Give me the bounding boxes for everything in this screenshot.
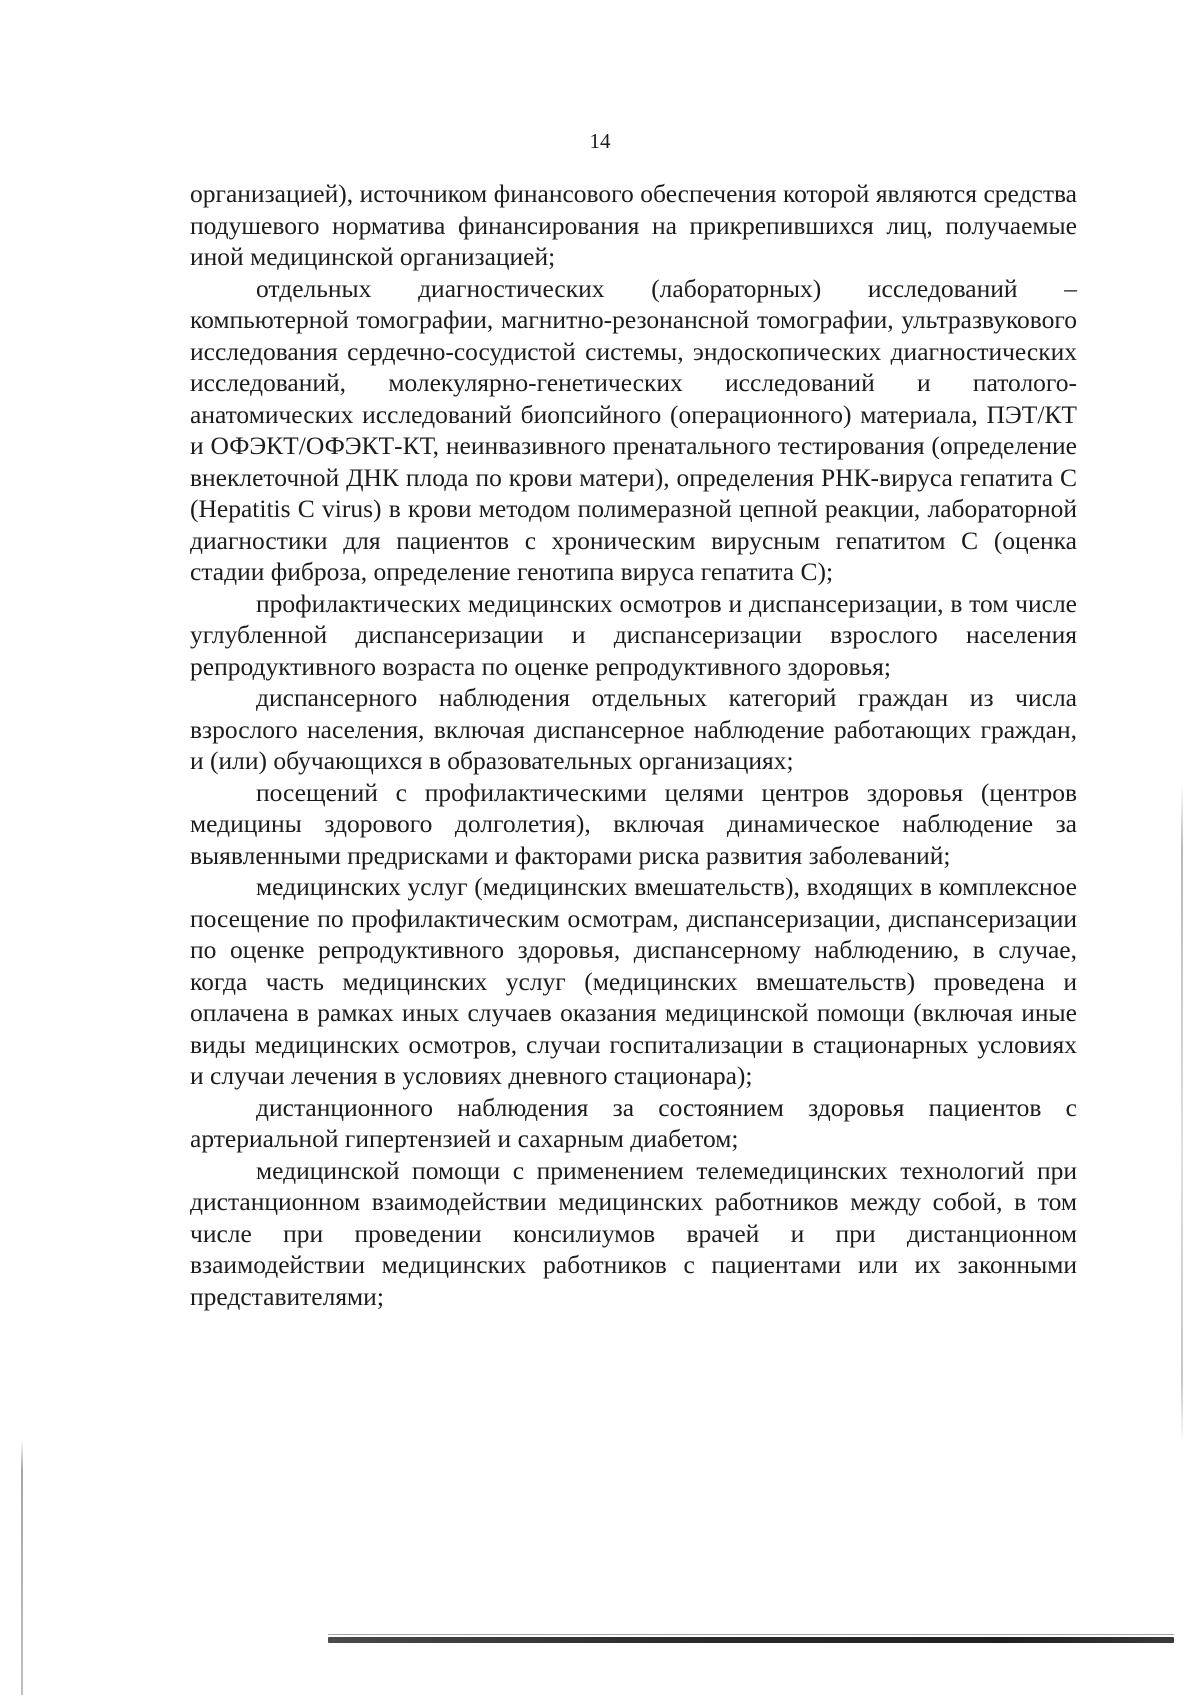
paragraph: диспансерного наблюдения отдельных категорий граждан из числа взрослого населения, включая диспансерное наблюдение работающих граждан, и (или) обучающихся в образовательных организациях; [190, 683, 1077, 775]
paragraph: посещений с профилактическими целями центров здоровья (центров медицины здорового долголетия), включая динамическое наблюдение за выявленными предрисками и факторами риска развития заболеваний; [190, 777, 1077, 870]
paragraph: организацией), источником финансового обеспечения которой являются средства подушевого норматива финансирования на прикрепившихся лиц, получаемые иной медицинской организацией; [190, 179, 1077, 271]
document-body [190, 178, 1077, 1312]
paragraph: отдельных диагностических (лабораторных) исследований – компьютерной томографии, магнитно-резонансной томографии, ультразвукового исследования сердечно-сосудистой системы, эндоскопических диагностических исследований, молекулярно-генетических исследований и патолого-анатомических исследований биопсийного (операционного) материала, ПЭТ/КТ и ОФЭКТ/ОФЭКТ-КТ, неинвазивного пренатального тестирования (определение внеклеточной ДНК плода по крови матери), определения РНК-вируса гепатита С (Hepatitis C virus) в крови методом полимеразной цепной реакции, лабораторной диагностики для пациентов с хроническим вирусным гепатитом С (оценка стадии фиброза, определение генотипа вируса гепатита С); [190, 273, 1077, 586]
scan-artifact-line [21, 1440, 23, 1695]
paragraph: медицинских услуг (медицинских вмешательств), входящих в комплексное посещение по профилактическим осмотрам, диспансеризации, диспансеризации по оценке репродуктивного здоровья, диспансерному наблюдению, в случае, когда часть медицинских услуг (медицинских вмешательств) проведена и оплачена в рамках иных случаев оказания медицинской помощи (включая иные виды медицинских осмотров, случаи госпитализации в стационарных условиях и случаи лечения в условиях дневного стационара); [190, 872, 1077, 1090]
paragraph: профилактических медицинских осмотров и диспансеризации, в том числе углубленной диспансеризации и диспансеризации взрослого населения репродуктивного возраста по оценке репродуктивного здоровья; [190, 588, 1077, 681]
page-number: 14 [589, 129, 611, 153]
scan-artifact-line [1181, 785, 1183, 1445]
paragraph: дистанционного наблюдения за состоянием здоровья пациентов с артериальной гипертензией и сахарным диабетом; [190, 1092, 1077, 1153]
footer-rule-shadow [328, 1634, 1174, 1635]
footer-rule [328, 1637, 1174, 1643]
paragraph: медицинской помощи с применением телемедицинских технологий при дистанционном взаимодействии медицинских работников между собой, в том числе при проведении консилиумов врачей и при дистанционном взаимодействии медицинских работников с пациентами или их законными представителями; [190, 1155, 1077, 1311]
